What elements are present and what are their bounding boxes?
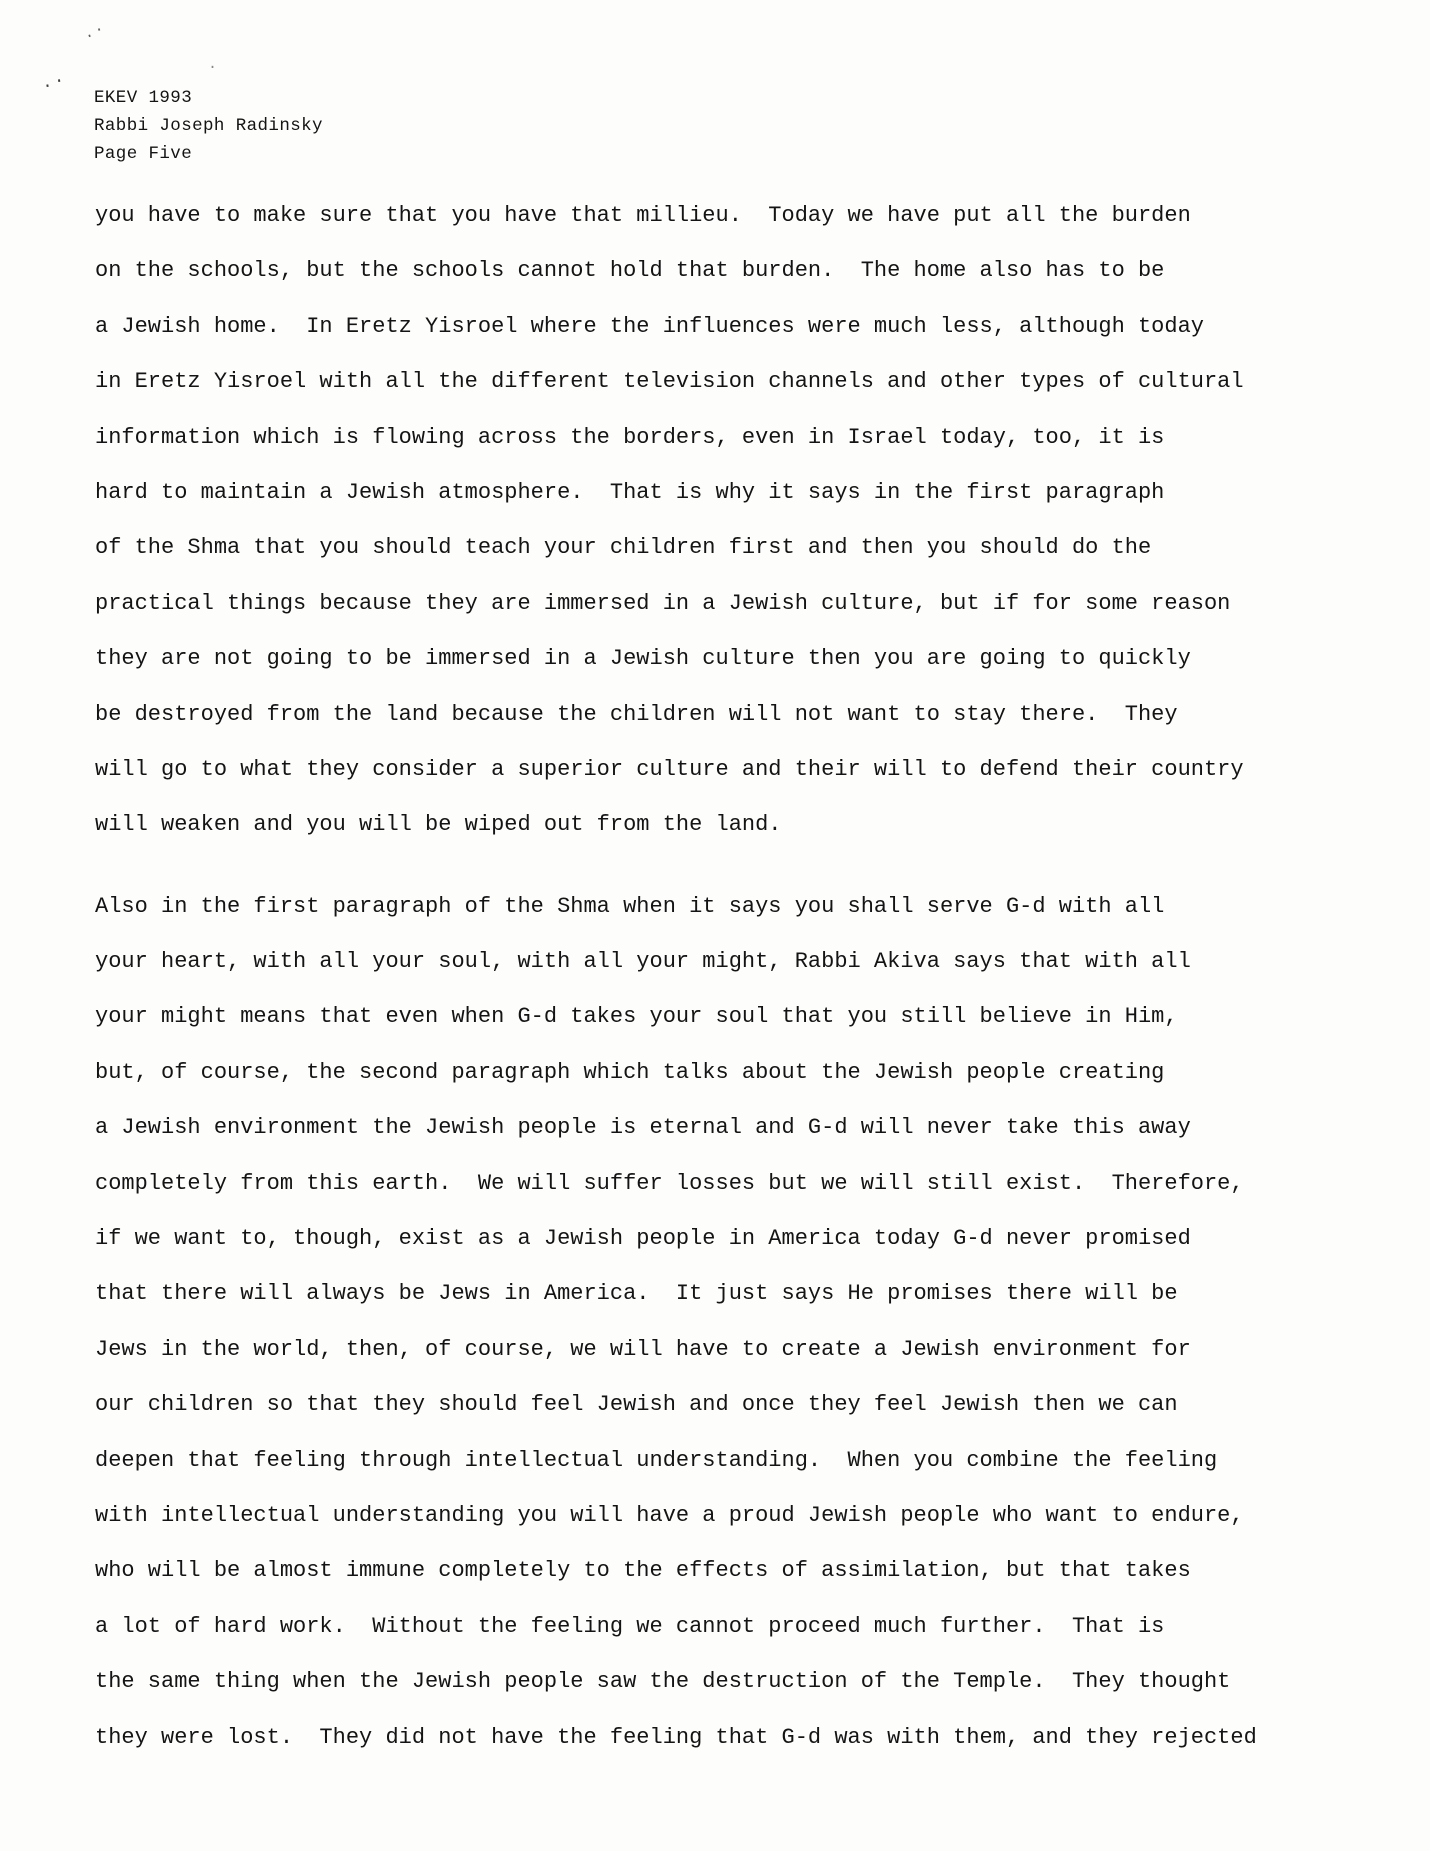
text-line: our children so that they should feel Jewish and once they feel Jewish then we can <box>95 1392 1178 1418</box>
text-line: practical things because they are immersed in a Jewish culture, but if for some reason <box>95 590 1231 616</box>
document-body <box>95 188 1395 1765</box>
header-line: Rabbi Joseph Radinsky <box>94 116 323 136</box>
text-line: will go to what they consider a superior culture and their will to defend their country <box>95 756 1244 782</box>
text-line: you have to make sure that you have that millieu. Today we have put all the burden <box>95 203 1191 228</box>
text-line: the same thing when the Jewish people saw the destruction of the Temple. They thought <box>95 1669 1231 1695</box>
text-line: on the schools, but the schools cannot hold that burden. The home also has to be <box>95 258 1165 284</box>
text-line: completely from this earth. We will suffer losses but we will still exist. Therefore, <box>95 1170 1244 1196</box>
text-line: your heart, with all your soul, with all your might, Rabbi Akiva says that with all <box>95 949 1191 975</box>
text-line: be destroyed from the land because the children will not want to stay there. They <box>95 701 1178 727</box>
text-line: of the Shma that you should teach your children first and then you should do the <box>95 535 1152 561</box>
text-line: with intellectual understanding you will have a proud Jewish people who want to endure, <box>95 1502 1244 1528</box>
text-line: that there will always be Jews in America. It just says He promises there will be <box>95 1281 1178 1307</box>
text-line: but, of course, the second paragraph which talks about the Jewish people creating <box>95 1059 1165 1085</box>
paragraph-2 <box>95 879 1395 1765</box>
text-line: a Jewish environment the Jewish people is eternal and G-d will never take this away <box>95 1115 1191 1141</box>
text-line: if we want to, though, exist as a Jewish people in America today G-d never promised <box>95 1226 1191 1252</box>
text-line: will weaken and you will be wiped out from the land. <box>95 812 782 838</box>
text-line: Jews in the world, then, of course, we will have to create a Jewish environment for <box>95 1336 1191 1362</box>
header-line: EKEV 1993 <box>94 88 193 108</box>
text-line: they were lost. They did not have the feeling that G-d was with them, and they rejected <box>95 1724 1257 1750</box>
text-line: in Eretz Yisroel with all the different television channels and other types of cultural <box>95 369 1244 395</box>
text-line: they are not going to be immersed in a Jewish culture then you are going to quickly <box>95 646 1191 672</box>
text-line: your might means that even when G-d takes your soul that you still believe in Him, <box>95 1004 1178 1030</box>
scan-artifact: · <box>208 59 220 76</box>
text-line: a lot of hard work. Without the feeling we cannot proceed much further. That is <box>95 1613 1165 1639</box>
scan-artifact: .· <box>81 20 109 43</box>
text-line: Also in the first paragraph of the Shma when it says you shall serve G-d with all <box>95 893 1165 919</box>
text-line: a Jewish home. In Eretz Yisroel where the influences were much less, although today <box>95 313 1204 339</box>
text-line: deepen that feeling through intellectual understanding. When you combine the feeling <box>95 1447 1218 1473</box>
text-line: hard to maintain a Jewish atmosphere. That is why it says in the first paragraph <box>95 479 1165 505</box>
text-line: who will be almost immune completely to the effects of assimilation, but that takes <box>95 1558 1191 1584</box>
text-line: information which is flowing across the borders, even in Israel today, too, it is <box>95 424 1165 450</box>
header-line: Page Five <box>94 144 193 164</box>
scan-artifact: .· <box>40 71 68 94</box>
paragraph-1 <box>95 188 1395 853</box>
document-header <box>94 84 323 168</box>
